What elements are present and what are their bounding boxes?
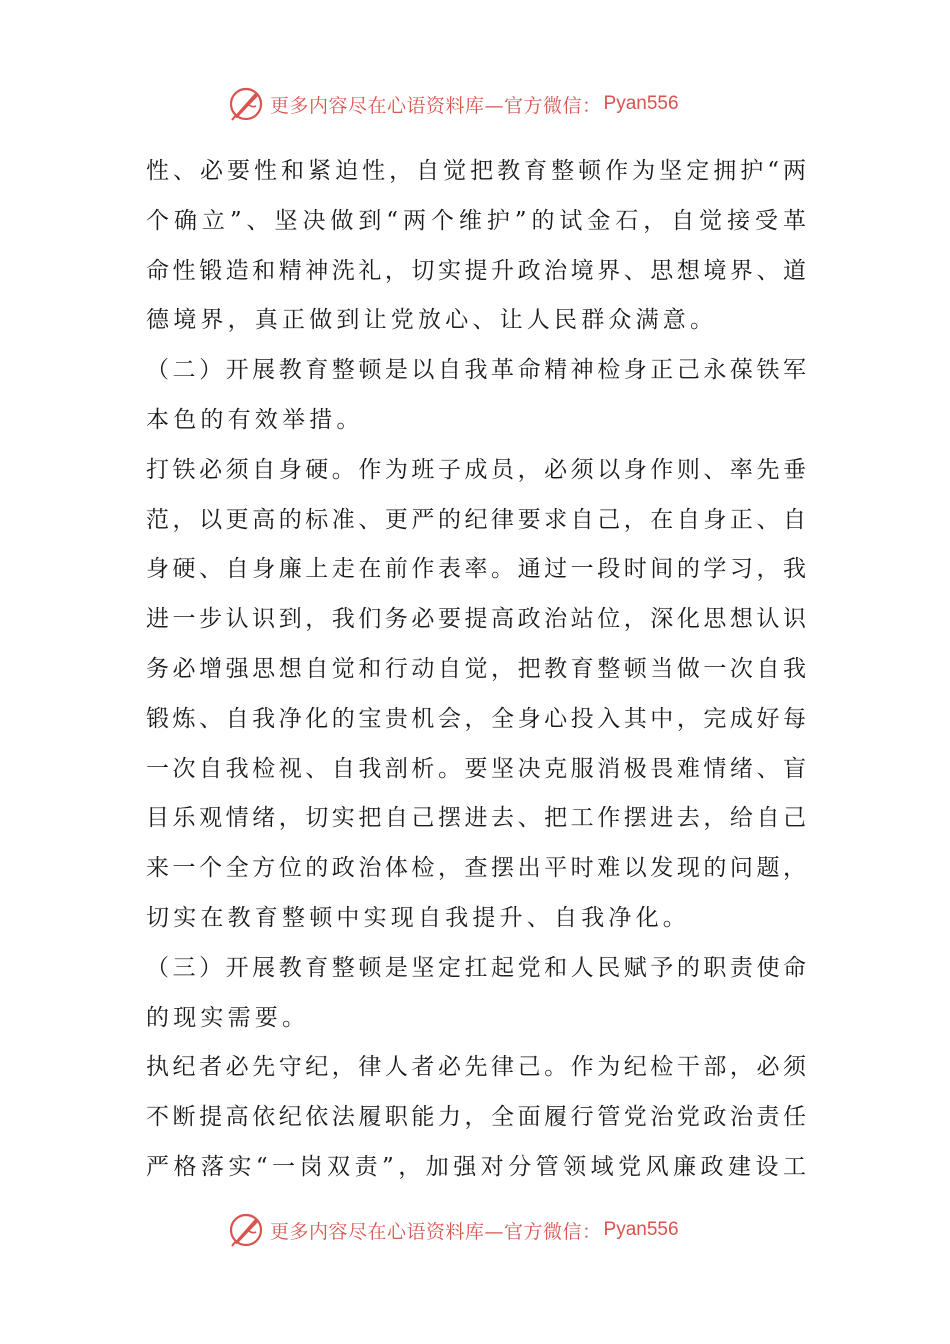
watermark-id: Pyan556 [603,93,679,114]
watermark-text: 更多内容尽在心语资料库—官方微信： [270,1220,602,1243]
text-line: 切实在教育整顿中实现自我提升、自我净化。 [146,904,690,931]
section-heading: （三）开展教育整顿是坚定扛起党和人民赋予的职责使命 [146,954,806,981]
text-line: 性、必要性和紧迫性，自觉把教育整顿作为坚定拥护“两 [146,158,806,184]
header-watermark [226,82,679,126]
text-line: 德境界，真正做到让党放心、让人民群众满意。 [146,307,718,334]
section-heading: （二）开展教育整顿是以自我革命精神检身正己永葆铁军 [146,357,806,384]
text-line: 锻炼、自我净化的宝贵机会，全身心投入其中，完成好每 [146,705,806,732]
section-heading-cont: 本色的有效举措。 [146,406,364,433]
text-line: 严格落实“一岗双责”，加强对分管领域党风廉政建设工 [146,1153,806,1180]
text-line: 进一步认识到，我们务必要提高政治站位，深化思想认识 [146,606,806,633]
quill-logo-icon [226,1210,266,1250]
quill-logo-icon [226,84,266,124]
text-line: 个确立”、坚决做到“两个维护”的试金石，自觉接受革 [146,207,806,234]
text-line: 务必增强思想自觉和行动自觉，把教育整顿当做一次自我 [146,655,806,682]
text-line: 目乐观情绪，切实把自己摆进去、把工作摆进去，给自己 [146,805,806,832]
text-line: 身硬、自身廉上走在前作表率。通过一段时间的学习，我 [146,556,806,583]
text-line: 不断提高依纪依法履职能力，全面履行管党治党政治责任 [146,1104,806,1131]
watermark-id: Pyan556 [603,1219,679,1240]
text-line: 执纪者必先守纪，律人者必先律己。作为纪检干部，必须 [146,1054,806,1081]
section-heading-cont: 的现实需要。 [146,1004,310,1031]
text-line: 命性锻造和精神洗礼，切实提升政治境界、思想境界、道 [146,257,806,284]
footer-watermark [226,1208,679,1252]
text-line: 范，以更高的标准、更严的纪律要求自己，在自身正、自 [146,506,806,533]
watermark-text: 更多内容尽在心语资料库—官方微信： [270,94,602,117]
document-body [146,147,806,1193]
text-line: 一次自我检视、自我剖析。要坚决克服消极畏难情绪、盲 [146,755,806,782]
text-line: 来一个全方位的政治体检，查摆出平时难以发现的问题， [146,855,806,882]
text-line: 打铁必须自身硬。作为班子成员，必须以身作则、率先垂 [146,456,806,483]
